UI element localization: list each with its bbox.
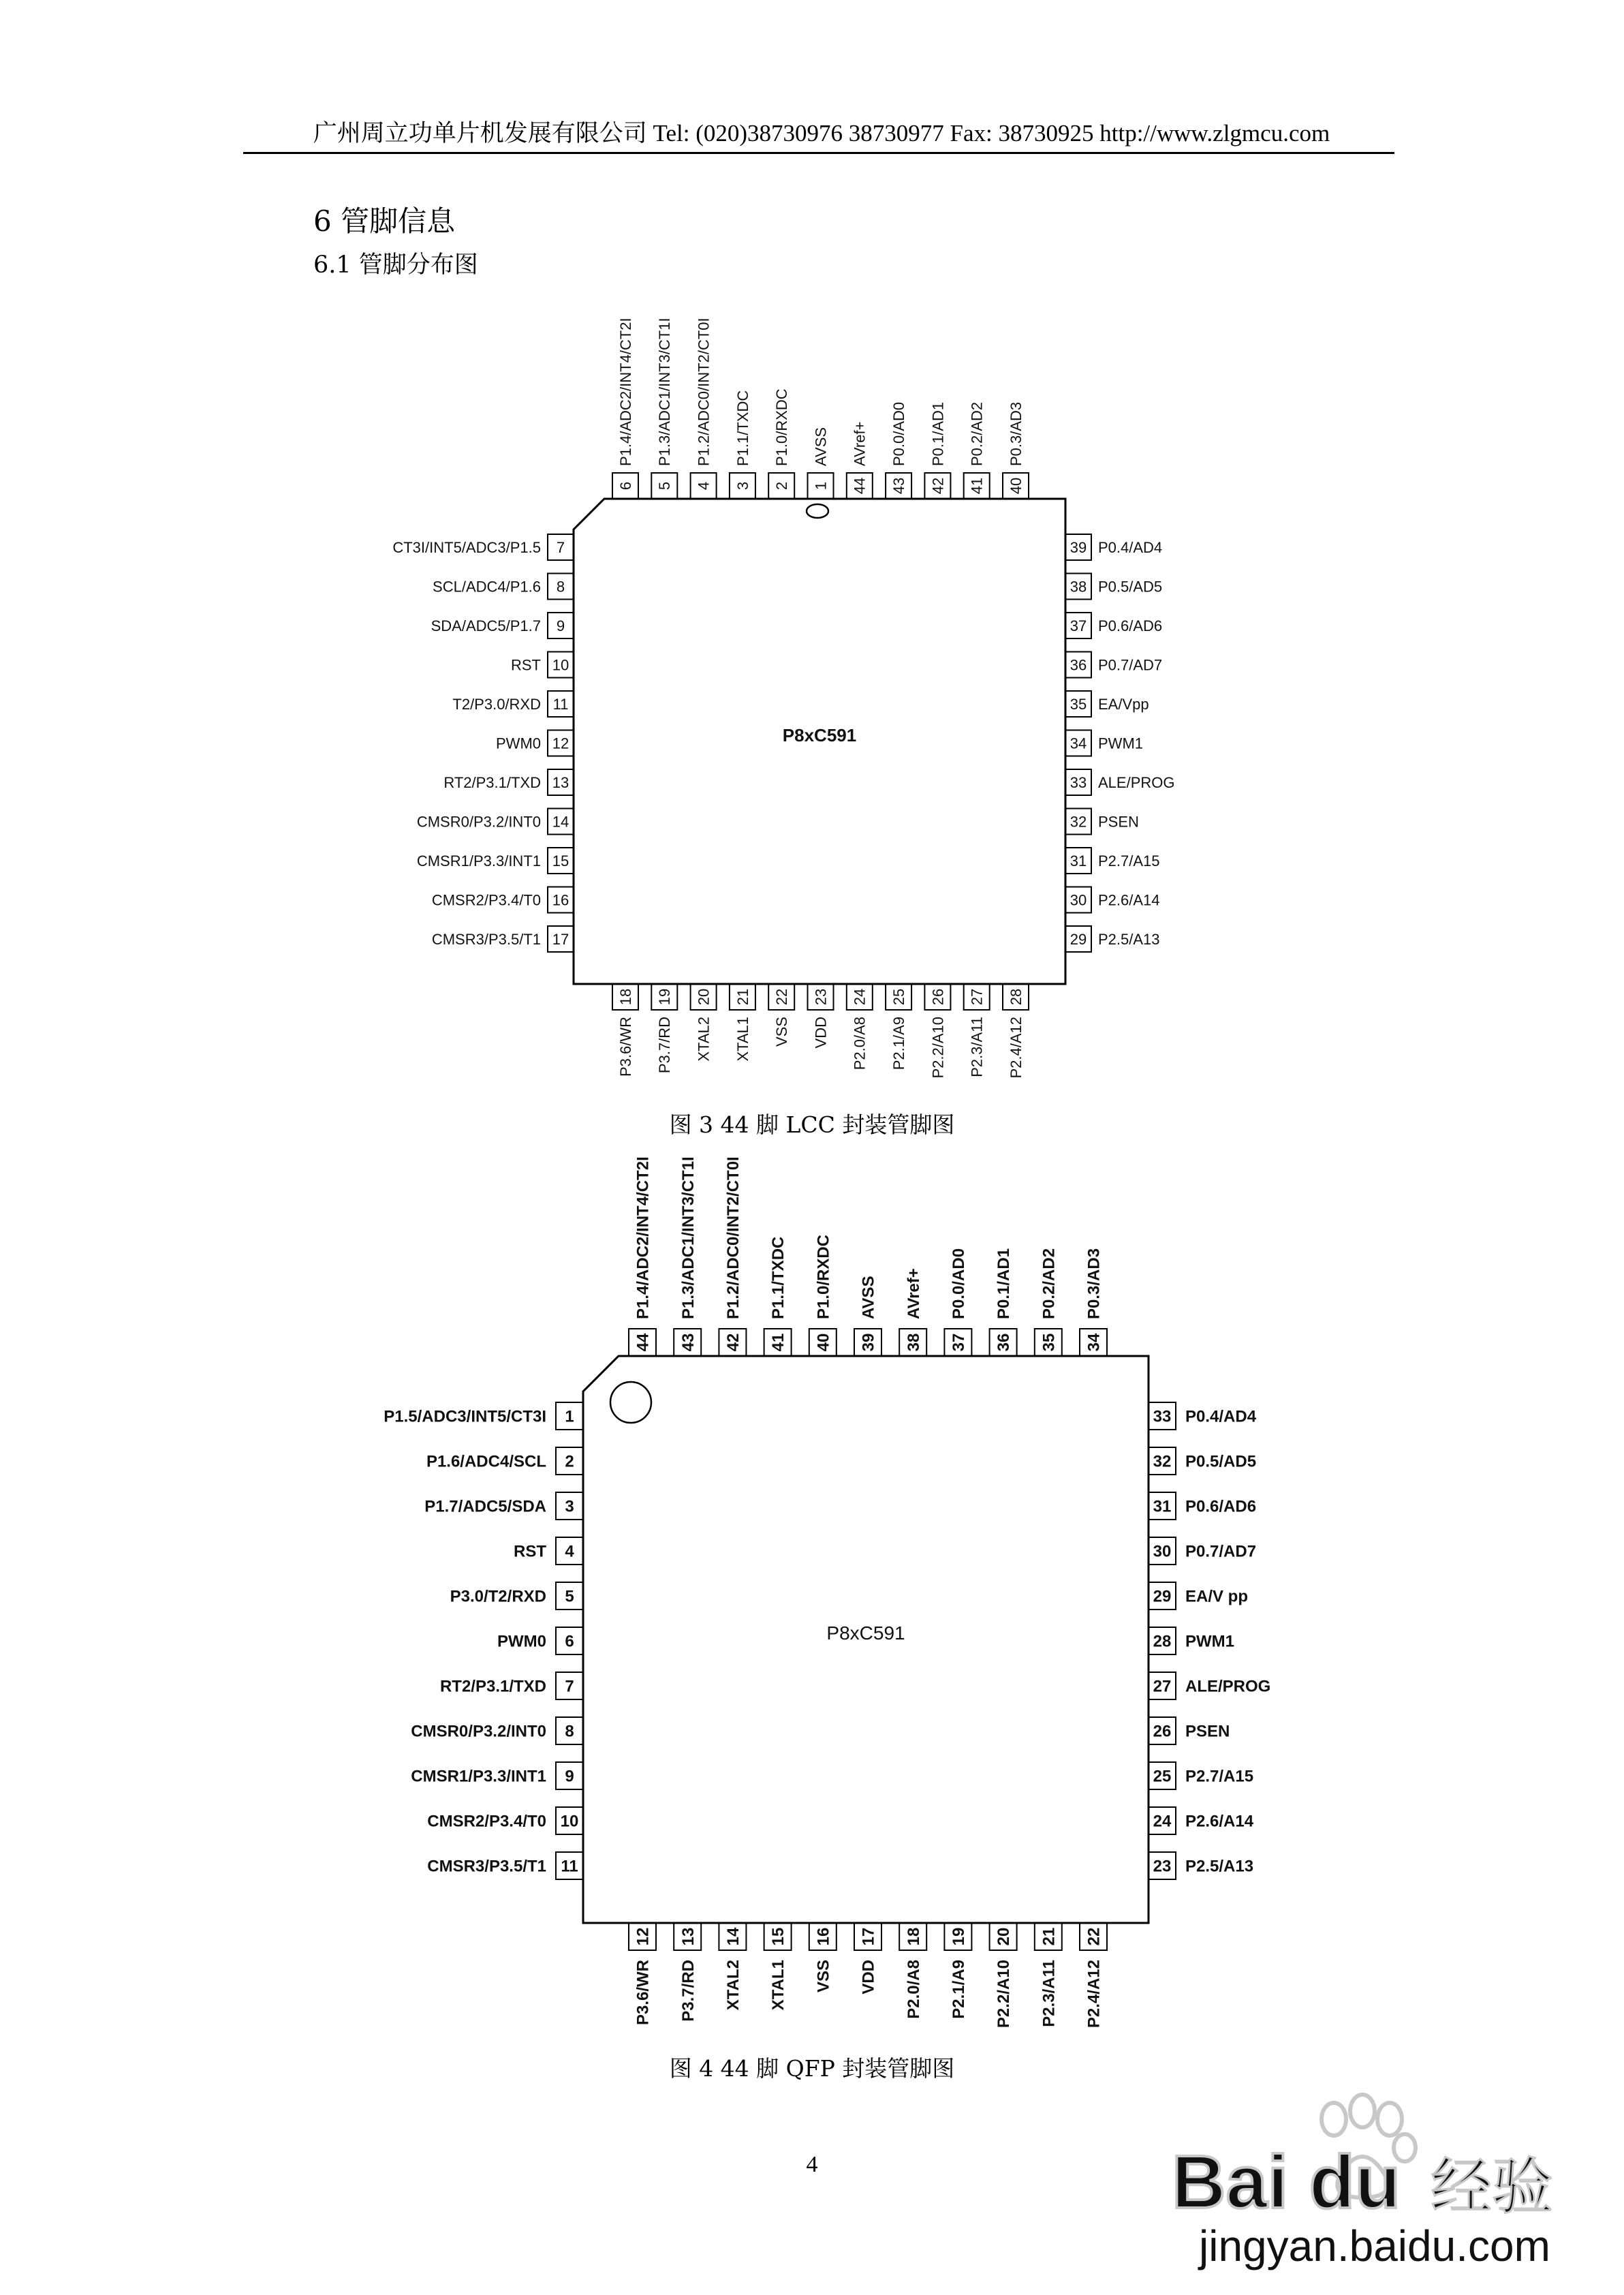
pin-number: 4 bbox=[565, 1542, 574, 1561]
pin-top-35 bbox=[1035, 1248, 1062, 1356]
pin-name: CMSR0/P3.2/INT0 bbox=[411, 1722, 546, 1741]
pin-name: P0.1/AD1 bbox=[995, 1248, 1014, 1319]
pin-bottom-19 bbox=[944, 1923, 971, 2019]
pin1-index-mark bbox=[610, 1382, 651, 1423]
pin-right-28 bbox=[1149, 1627, 1234, 1654]
pin-bottom-14 bbox=[719, 1923, 746, 2010]
pin-number: 1 bbox=[565, 1407, 574, 1426]
pin-number: 29 bbox=[1069, 930, 1087, 948]
pin-top-38 bbox=[899, 1268, 926, 1356]
pin-number: 16 bbox=[552, 891, 569, 909]
pin-name: XTAL1 bbox=[769, 1960, 788, 2011]
pin-name: CMSR0/P3.2/INT0 bbox=[416, 813, 541, 831]
pin-number: 26 bbox=[1153, 1722, 1172, 1741]
pin-right-23 bbox=[1149, 1852, 1253, 1879]
pin-name: P0.1/AD1 bbox=[929, 401, 947, 466]
pin-name: P0.5/AD5 bbox=[1185, 1452, 1257, 1471]
pin-number: 29 bbox=[1153, 1587, 1172, 1606]
pin-number: 41 bbox=[968, 477, 986, 495]
pin-number: 19 bbox=[656, 988, 674, 1006]
pin-number: 6 bbox=[565, 1632, 574, 1651]
pin-name: P2.4/A12 bbox=[1007, 1017, 1025, 1079]
pin-name: P2.5/A13 bbox=[1185, 1857, 1254, 1876]
pin-number: 24 bbox=[1153, 1812, 1172, 1831]
pin-name: P1.3/ADC1/INT3/CT1I bbox=[656, 318, 674, 466]
pin-name: VDD bbox=[812, 1017, 830, 1049]
pin-name: P1.3/ADC1/INT3/CT1I bbox=[678, 1156, 698, 1319]
pin-number: 2 bbox=[773, 481, 791, 491]
pin-name: P2.7/A15 bbox=[1098, 852, 1160, 869]
pin-name: P1.1/TXDC bbox=[734, 390, 751, 466]
pin-name: EA/V pp bbox=[1185, 1587, 1249, 1606]
pin-number: 34 bbox=[1069, 735, 1087, 752]
pin-name: AVSS bbox=[859, 1276, 878, 1319]
pin-number: 4 bbox=[695, 481, 713, 491]
pin-left-5 bbox=[450, 1582, 583, 1609]
pin-name: P3.6/WR bbox=[616, 1017, 634, 1077]
pin-number: 13 bbox=[678, 1927, 698, 1946]
pin-name: RST bbox=[511, 656, 541, 674]
pin-number: 22 bbox=[773, 988, 791, 1006]
pin-name: CMSR2/P3.4/T0 bbox=[431, 891, 541, 909]
pin-bottom-13 bbox=[674, 1923, 701, 2022]
pin-number: 25 bbox=[1153, 1767, 1172, 1786]
pin-name: PWM0 bbox=[497, 1632, 546, 1651]
pin-right-29 bbox=[1149, 1582, 1248, 1609]
pin-name: PWM1 bbox=[1185, 1632, 1234, 1651]
pin-number: 44 bbox=[851, 477, 869, 495]
pin-number: 7 bbox=[556, 538, 565, 556]
pin-number: 31 bbox=[1069, 852, 1087, 869]
pin-right-26 bbox=[1149, 1717, 1230, 1744]
pin-left-11 bbox=[427, 1852, 583, 1879]
pin-number: 41 bbox=[769, 1333, 788, 1352]
pin-name: P0.0/AD0 bbox=[890, 401, 908, 466]
pin-name: P0.7/AD7 bbox=[1098, 656, 1163, 674]
pin-number: 15 bbox=[552, 852, 569, 869]
pin-name: P0.5/AD5 bbox=[1098, 578, 1163, 596]
pin-name: CT3I/INT5/ADC3/P1.5 bbox=[392, 538, 541, 556]
pin-top-42 bbox=[719, 1156, 746, 1356]
pin-number: 6 bbox=[616, 481, 634, 491]
pin-bottom-12 bbox=[629, 1923, 656, 2025]
pin-number: 12 bbox=[552, 735, 569, 752]
pin-number: 9 bbox=[556, 617, 565, 634]
pin-name: PSEN bbox=[1185, 1722, 1230, 1741]
figure-3-caption: 图 3 44 脚 LCC 封装管脚图 bbox=[669, 1111, 955, 1138]
pin-number: 1 bbox=[812, 481, 830, 491]
pin-name: P2.0/A8 bbox=[904, 1960, 923, 2019]
pin-name: P1.0/RXDC bbox=[773, 388, 791, 466]
pin-number: 11 bbox=[552, 695, 569, 713]
pin-number: 35 bbox=[1069, 695, 1087, 713]
pin-number: 13 bbox=[552, 773, 569, 791]
pin-number: 43 bbox=[890, 477, 908, 495]
pin-name: SCL/ADC4/P1.6 bbox=[433, 578, 541, 596]
pin-number: 32 bbox=[1069, 813, 1087, 831]
pin-name: P3.0/T2/RXD bbox=[450, 1587, 546, 1606]
pin-number: 37 bbox=[1069, 617, 1087, 634]
pin-number: 10 bbox=[552, 656, 569, 674]
pin-name: P0.4/AD4 bbox=[1098, 538, 1163, 556]
pin-name: P1.7/ADC5/SDA bbox=[424, 1497, 546, 1516]
pin-number: 34 bbox=[1084, 1333, 1104, 1352]
pin-left-4 bbox=[514, 1537, 583, 1565]
pin-name: P0.6/AD6 bbox=[1098, 617, 1163, 634]
pin-number: 39 bbox=[1069, 538, 1087, 556]
pin-name: P1.6/ADC4/SCL bbox=[426, 1452, 546, 1471]
pin-name: P1.2/ADC0/INT2/CT0I bbox=[724, 1156, 743, 1319]
pin-name: XTAL1 bbox=[734, 1017, 751, 1062]
pin-top-34 bbox=[1080, 1248, 1107, 1356]
chip-label: P8xC591 bbox=[826, 1622, 905, 1644]
pin-number: 35 bbox=[1040, 1333, 1059, 1352]
pin-bottom-18 bbox=[899, 1923, 926, 2019]
watermark-brand-cn: 经验 bbox=[1431, 2153, 1553, 2221]
pin-name: P2.1/A9 bbox=[890, 1017, 908, 1071]
pin-number: 17 bbox=[859, 1927, 878, 1946]
pin-name: EA/Vpp bbox=[1098, 695, 1149, 713]
pin-number: 21 bbox=[734, 988, 751, 1006]
section-subtitle: 6.1 管脚分布图 bbox=[313, 251, 478, 279]
pin-bottom-21 bbox=[1035, 1923, 1062, 2027]
pin-number: 7 bbox=[565, 1677, 574, 1696]
pin-number: 15 bbox=[769, 1927, 788, 1946]
pin-name: VSS bbox=[773, 1017, 791, 1047]
pin-name: P2.3/A11 bbox=[968, 1017, 986, 1077]
pin-name: P0.6/AD6 bbox=[1185, 1497, 1257, 1516]
pin-number: 38 bbox=[1069, 578, 1087, 596]
figure-4-caption: 图 4 44 脚 QFP 封装管脚图 bbox=[669, 2055, 955, 2082]
pin-number: 27 bbox=[968, 988, 986, 1006]
pin-name: AVSS bbox=[812, 427, 830, 466]
pin-name: P2.2/A10 bbox=[929, 1017, 947, 1079]
pin-number: 2 bbox=[565, 1452, 574, 1471]
pin-number: 20 bbox=[695, 988, 713, 1006]
pin-name: PWM1 bbox=[1098, 735, 1143, 752]
pin-name: P3.7/RD bbox=[656, 1017, 674, 1074]
pin-right-27 bbox=[1149, 1672, 1270, 1699]
pin-name: P1.0/RXDC bbox=[814, 1234, 833, 1319]
pin-name: P2.6/A14 bbox=[1098, 891, 1160, 909]
pin-right-33 bbox=[1149, 1402, 1257, 1430]
pin-name: ALE/PROG bbox=[1098, 773, 1175, 791]
pin-name: P0.3/AD3 bbox=[1084, 1248, 1104, 1319]
pin-number: 42 bbox=[929, 477, 947, 495]
pin-number: 16 bbox=[814, 1927, 833, 1946]
pin-number: 18 bbox=[904, 1927, 923, 1946]
pin-name: P0.2/AD2 bbox=[968, 401, 986, 466]
pin-bottom-20 bbox=[990, 1923, 1017, 2028]
pin-number: 31 bbox=[1153, 1497, 1172, 1516]
pin-name: PWM0 bbox=[496, 735, 541, 752]
pin-bottom-22 bbox=[1080, 1923, 1107, 2028]
pin-name: T2/P3.0/RXD bbox=[452, 695, 541, 713]
pin-number: 3 bbox=[734, 481, 751, 491]
pin-name: VSS bbox=[814, 1960, 833, 1993]
pin-number: 33 bbox=[1069, 773, 1087, 791]
pin-name: CMSR1/P3.3/INT1 bbox=[411, 1767, 546, 1786]
pin-name: P2.4/A12 bbox=[1084, 1960, 1104, 2029]
pin-number: 23 bbox=[812, 988, 830, 1006]
pin-name: P0.4/AD4 bbox=[1185, 1407, 1257, 1426]
pin-left-10 bbox=[427, 1807, 583, 1834]
pin-number: 5 bbox=[656, 481, 674, 491]
pin-number: 39 bbox=[859, 1333, 878, 1352]
pin-number: 40 bbox=[814, 1333, 833, 1352]
pin-name: P0.0/AD0 bbox=[950, 1248, 969, 1319]
watermark-brand: Bai du bbox=[1172, 2140, 1401, 2224]
pin-left-1 bbox=[384, 1402, 583, 1430]
pin-number: 32 bbox=[1153, 1452, 1172, 1471]
pin-number: 23 bbox=[1153, 1857, 1172, 1876]
pin-number: 36 bbox=[995, 1333, 1014, 1352]
pin-number: 20 bbox=[995, 1927, 1014, 1946]
pin-name: P0.2/AD2 bbox=[1040, 1248, 1059, 1319]
pin-number: 44 bbox=[634, 1333, 653, 1352]
pin-name: P2.3/A11 bbox=[1040, 1960, 1059, 2027]
pin-number: 18 bbox=[616, 988, 634, 1006]
pin-right-25 bbox=[1149, 1762, 1253, 1789]
pin-name: VDD bbox=[859, 1960, 878, 1994]
pin-name: P2.2/A10 bbox=[995, 1960, 1014, 2029]
pin-name: P1.1/TXDC bbox=[769, 1236, 788, 1319]
pin-name: AVref+ bbox=[851, 421, 869, 466]
pin-number: 22 bbox=[1084, 1927, 1104, 1946]
pin-name: P1.4/ADC2/INT4/CT2I bbox=[616, 318, 634, 466]
pin-name: RT2/P3.1/TXD bbox=[443, 773, 541, 791]
pin-number: 40 bbox=[1007, 477, 1025, 495]
pin-name: P2.1/A9 bbox=[950, 1960, 969, 2019]
pin-bottom-17 bbox=[854, 1923, 881, 1994]
pin-number: 8 bbox=[556, 578, 565, 596]
pin-number: 3 bbox=[565, 1497, 574, 1516]
page-number: 4 bbox=[806, 2152, 818, 2177]
pin-number: 28 bbox=[1153, 1632, 1172, 1651]
pin-number: 10 bbox=[560, 1812, 579, 1831]
pin-name: AVref+ bbox=[904, 1268, 923, 1319]
pin-name: CMSR3/P3.5/T1 bbox=[427, 1857, 546, 1876]
pin-name: P1.5/ADC3/INT5/CT3I bbox=[384, 1407, 546, 1426]
pin-left-7 bbox=[440, 1672, 583, 1699]
pin-number: 43 bbox=[678, 1333, 698, 1352]
pin-bottom-15 bbox=[764, 1923, 792, 2010]
pin-number: 28 bbox=[1007, 988, 1025, 1006]
pin-top-44 bbox=[629, 1156, 656, 1356]
pin-name: P0.7/AD7 bbox=[1185, 1542, 1257, 1561]
pin-number: 14 bbox=[552, 813, 569, 831]
pin-name: P2.6/A14 bbox=[1185, 1812, 1254, 1831]
chip-label: P8xC591 bbox=[782, 725, 857, 745]
pin-name: CMSR3/P3.5/T1 bbox=[431, 930, 541, 948]
pin-name: CMSR1/P3.3/INT1 bbox=[416, 852, 541, 869]
pin-right-32 bbox=[1149, 1447, 1256, 1475]
pin-number: 38 bbox=[904, 1333, 923, 1352]
pin-number: 9 bbox=[565, 1767, 574, 1786]
pin-name: P1.2/ADC0/INT2/CT0I bbox=[695, 318, 713, 466]
pin-name: XTAL2 bbox=[695, 1017, 713, 1062]
pin-number: 37 bbox=[950, 1333, 969, 1352]
pin-number: 11 bbox=[561, 1857, 578, 1876]
pin-name: PSEN bbox=[1098, 813, 1139, 831]
pin-top-43 bbox=[674, 1156, 701, 1356]
pin-number: 17 bbox=[552, 930, 569, 948]
pin-name: RT2/P3.1/TXD bbox=[439, 1677, 546, 1696]
pin-top-40 bbox=[809, 1235, 837, 1356]
pin-bottom-16 bbox=[809, 1923, 837, 1992]
pin-top-37 bbox=[944, 1248, 971, 1356]
watermark-url: jingyan.baidu.com bbox=[1199, 2221, 1550, 2270]
pin-name: P1.4/ADC2/INT4/CT2I bbox=[634, 1156, 653, 1319]
pin-number: 30 bbox=[1069, 891, 1087, 909]
pin-left-8 bbox=[411, 1717, 583, 1744]
pin-name: CMSR2/P3.4/T0 bbox=[427, 1812, 546, 1831]
pin-name: P2.5/A13 bbox=[1098, 930, 1160, 948]
pin-number: 26 bbox=[929, 988, 947, 1006]
pin-left-3 bbox=[424, 1492, 583, 1520]
pin-name: P2.7/A15 bbox=[1185, 1767, 1254, 1786]
pin-number: 24 bbox=[851, 988, 869, 1006]
pin-name: RST bbox=[514, 1542, 546, 1561]
pin-number: 5 bbox=[565, 1587, 574, 1606]
page-header: 广州周立功单片机发展有限公司 Tel: (020)38730976 38730977 Fax: 38730925 http://www.zlgmcu.com bbox=[313, 120, 1330, 147]
section-title: 6 管脚信息 bbox=[313, 204, 456, 238]
pin-left-9 bbox=[411, 1762, 583, 1789]
pin-number: 42 bbox=[724, 1333, 743, 1352]
pin-right-30 bbox=[1149, 1537, 1256, 1565]
baidu-jingyan-watermark bbox=[1158, 2071, 1567, 2276]
pin-right-24 bbox=[1149, 1807, 1254, 1834]
pin-name: SDA/ADC5/P1.7 bbox=[431, 617, 541, 634]
pin-number: 27 bbox=[1153, 1677, 1172, 1696]
pin-number: 33 bbox=[1153, 1407, 1172, 1426]
pin-number: 25 bbox=[890, 988, 908, 1006]
pin-name: P2.0/A8 bbox=[851, 1017, 869, 1071]
pin-name: P0.3/AD3 bbox=[1007, 401, 1025, 466]
pin-number: 30 bbox=[1153, 1542, 1172, 1561]
pin-top-36 bbox=[990, 1248, 1017, 1356]
pin-number: 36 bbox=[1069, 656, 1087, 674]
pin-name: XTAL2 bbox=[724, 1960, 743, 2011]
pin-top-39 bbox=[854, 1276, 881, 1356]
pin-name: P3.6/WR bbox=[634, 1960, 653, 2026]
pin-right-31 bbox=[1149, 1492, 1256, 1520]
pin-left-2 bbox=[426, 1447, 583, 1475]
pin-number: 21 bbox=[1040, 1927, 1059, 1946]
pin-number: 8 bbox=[565, 1722, 574, 1741]
pin-left-6 bbox=[497, 1627, 583, 1654]
pin-top-41 bbox=[764, 1237, 792, 1356]
pin-name: ALE/PROG bbox=[1185, 1677, 1271, 1696]
pin-number: 19 bbox=[950, 1927, 969, 1946]
pin-number: 14 bbox=[724, 1927, 743, 1946]
pin-number: 12 bbox=[634, 1927, 653, 1946]
pin-name: P3.7/RD bbox=[678, 1960, 698, 2022]
